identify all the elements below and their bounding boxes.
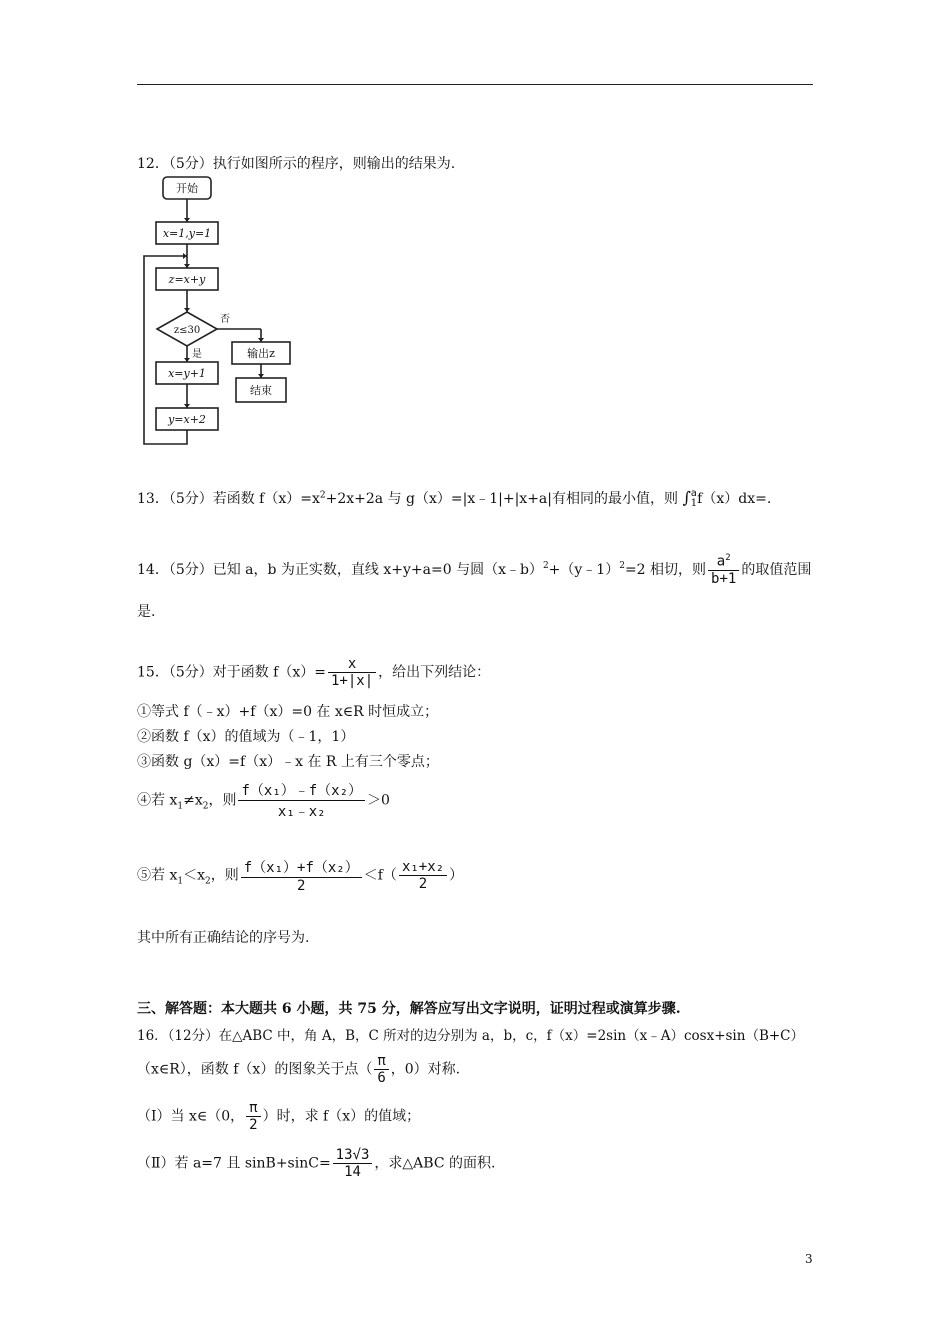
flow-end: 结束 bbox=[250, 384, 272, 397]
q15-fraction: $\frac{x}{1+|x|}$ bbox=[328, 656, 376, 689]
q15-stem: 15．（5分）对于函数 f（x）= $\frac{x}{1+|x|}$ ，给出下列结论： bbox=[137, 656, 491, 689]
flow-step1: x=y+1 bbox=[168, 367, 206, 380]
q15-conclusion-5: ⑤若 $x_1<x_2$，则 $\frac{\text{f（x₁）+f（x₂）}}{2}$ ＜f（ $\frac{\text{x₁+x₂}}{2}$ ） bbox=[137, 859, 464, 894]
q12-stem: 12．（5分）执行如图所示的程序，则输出的结果为. bbox=[137, 156, 456, 172]
q16-part2: （Ⅱ）若 a=7 且 sinB+sinC= $\frac{13√3}{14}$ ，求△ABC 的面积. bbox=[137, 1147, 496, 1180]
q16-line1: 16．（12分）在△ABC 中，角 A，B，C 所对的边分别为 a，b，c，f（x）=2sin（x﹣A）cosx+sin（B+C） bbox=[137, 1028, 805, 1044]
header-rule bbox=[137, 84, 813, 85]
page-number: 3 bbox=[805, 1252, 813, 1266]
q15-conclusion-4: ④若 $x_1\ne x_2$，则 $\frac{\text{f（x₁）﹣f（x₂）}}{\text{x₁﹣x₂}}$ ＞0 bbox=[137, 783, 390, 820]
flow-step2: y=x+2 bbox=[168, 413, 206, 426]
flow-yes: 是 bbox=[192, 349, 202, 360]
q16-part1: （Ⅰ）当 x∈（0， $\frac{\pi}{2}$ ）时，求 f（x）的值域； bbox=[137, 1100, 421, 1133]
q15-conclusion-1: ①等式 f（﹣x）+f（x）=0 在 x∈R 时恒成立； bbox=[137, 704, 439, 720]
q14-line2: 是. bbox=[137, 604, 156, 620]
q14-fraction: $\frac{a^2}{b+1}$ bbox=[708, 553, 739, 587]
q15-conclusion-2: ②函数 f（x）的值域为（﹣1，1） bbox=[137, 729, 355, 745]
q15-tail: 其中所有正确结论的序号为. bbox=[137, 930, 310, 946]
integral-sign: ∫ bbox=[682, 488, 691, 507]
flow-init: x=1,y=1 bbox=[162, 227, 212, 240]
flow-cond: z≤30 bbox=[173, 325, 201, 336]
flowchart bbox=[130, 172, 310, 454]
flow-no: 否 bbox=[220, 314, 230, 325]
q14: 14．（5分）已知 a，b 为正实数，直线 x+y+a=0 与圆（x﹣b）$^2$+（y﹣1）$^2$=2 相切，则 $\frac{a^2}{b+1}$ 的取值范围 bbox=[137, 553, 812, 587]
q15-conclusion-3: ③函数 g（x）=f（x）﹣x 在 R 上有三个零点； bbox=[137, 754, 439, 770]
q13: 13．（5分）若函数 $f(x)=x^2+2x+2a$ 与 g（x）=|x﹣1|+|x+a|有相同的最小值，则 ∫ a 1 f（x）dx=. bbox=[137, 488, 772, 509]
q16-line2: （x∈R），函数 f（x）的图象关于点（ $\frac{\pi}{6}$ ，0）对称. bbox=[137, 1053, 461, 1086]
flow-start: 开始 bbox=[176, 182, 198, 195]
flow-output: 输出z bbox=[247, 347, 275, 360]
section-3-heading: 三、解答题：本大题共 6 小题，共 75 分，解答应写出文字说明，证明过程或演算步骤. bbox=[137, 1001, 681, 1017]
flow-assign: z=x+y bbox=[168, 273, 206, 286]
